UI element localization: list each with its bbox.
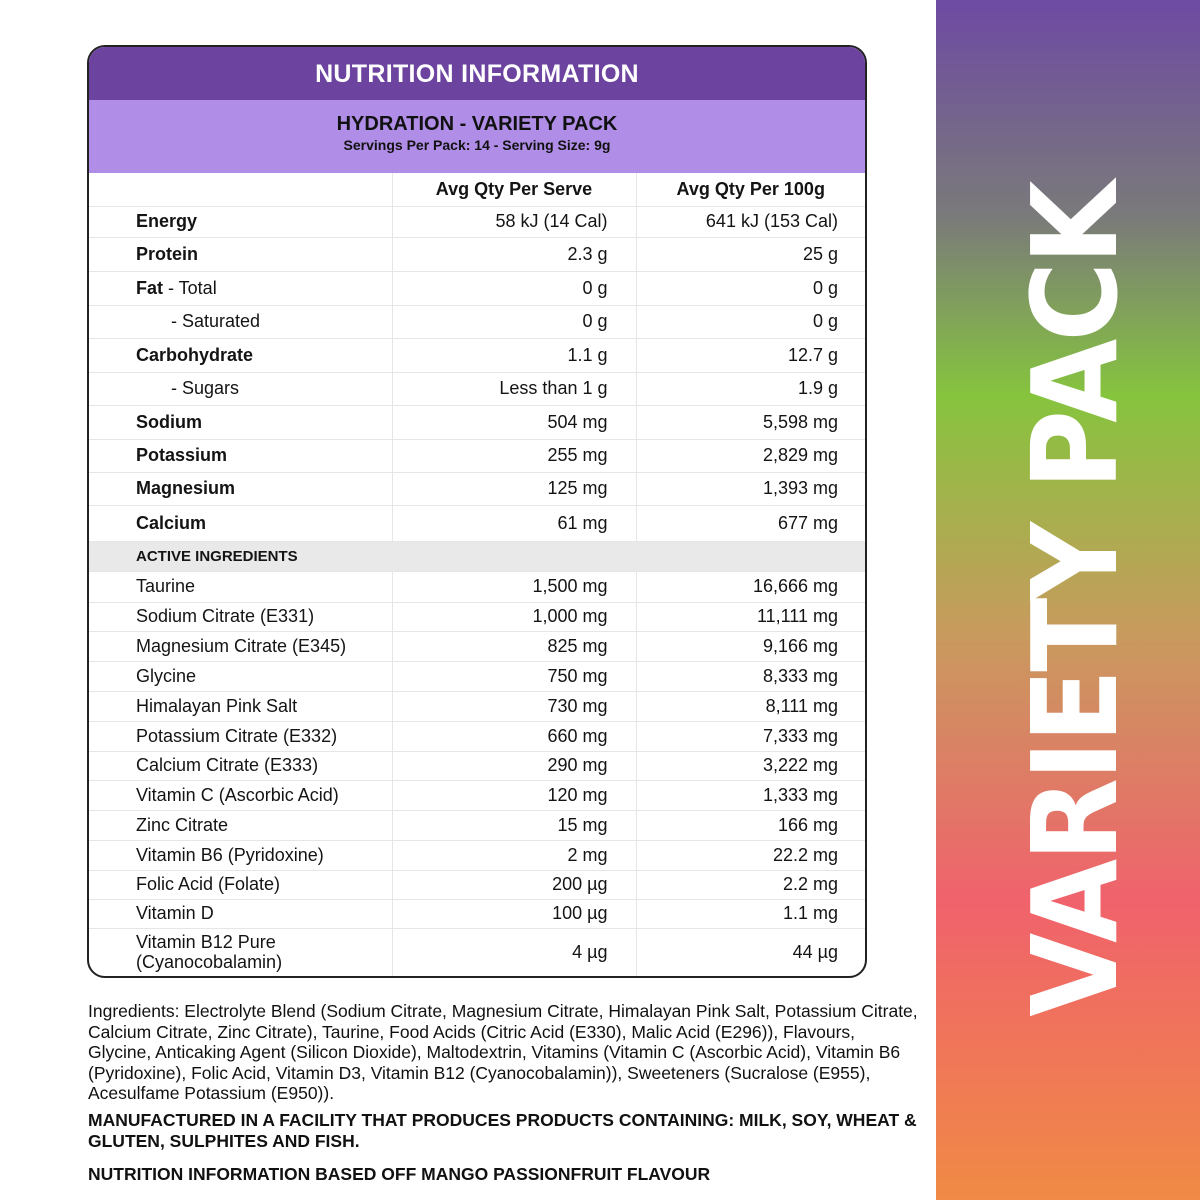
value-100g: 11,111 mg xyxy=(636,602,865,631)
value-100g: 3,222 mg xyxy=(636,751,865,780)
ingredient-name: Taurine xyxy=(89,571,392,602)
panel-title: NUTRITION INFORMATION xyxy=(89,47,865,100)
value-100g: 16,666 mg xyxy=(636,571,865,602)
ingredient-name: Himalayan Pink Salt xyxy=(89,691,392,721)
ingredient-name: Glycine xyxy=(89,661,392,691)
ingredient-name: Calcium Citrate (E333) xyxy=(89,751,392,780)
nutrient-name: - Sugars xyxy=(171,378,240,398)
table-row xyxy=(89,237,865,271)
nutrient-name: - Saturated xyxy=(171,311,261,331)
nutrient-name: Carbohydrate xyxy=(136,344,254,365)
value-serve: 120 mg xyxy=(392,780,636,810)
value-100g: 9,166 mg xyxy=(636,631,865,661)
nutrient-name: Potassium xyxy=(136,445,228,465)
ingredients-statement: Ingredients: Electrolyte Blend (Sodium Citrate, Magnesium Citrate, Himalayan Pink Salt, Potassium Citrate, Calcium Citrate, Zinc Citrate), Taurine, Food Acids (Citric Acid (E330), Malic Acid (E296)), Flavours, Glycine, Anticaking Agent (Silicon Dioxide), Maltodextrin, Vitamins (Vitamin C (Ascorbic Acid), Vitamin B6 (Pyridoxine), Folic Acid, Vitamin D3, Vitamin B12 (Cyanocobalamin)), Sweeteners (Sucralose (E955), Acesulfame Potassium (E950)). xyxy=(88,1001,918,1104)
variety-pack-side-label: VARIETY PACK xyxy=(1006,183,1144,1017)
value-serve: 0 g xyxy=(392,305,636,338)
col-header-100g: Avg Qty Per 100g xyxy=(636,173,865,206)
label-footer xyxy=(88,1001,918,1185)
ingredient-name: Vitamin B6 (Pyridoxine) xyxy=(89,840,392,870)
value-serve: 730 mg xyxy=(392,691,636,721)
value-100g: 1.1 mg xyxy=(636,899,865,928)
table-row xyxy=(89,721,865,751)
value-100g: 25 g xyxy=(636,237,865,271)
ingredient-name: Sodium Citrate (E331) xyxy=(89,602,392,631)
flavour-basis-note: NUTRITION INFORMATION BASED OFF MANGO PASSIONFRUIT FLAVOUR xyxy=(88,1163,711,1184)
nutrient-name: Sodium xyxy=(136,411,202,432)
value-serve: 504 mg xyxy=(392,405,636,439)
nutrition-panel xyxy=(87,45,867,978)
panel-subheader xyxy=(89,100,865,173)
value-serve: 660 mg xyxy=(392,721,636,751)
value-100g: 0 g xyxy=(636,305,865,338)
nutrient-name: Energy xyxy=(136,211,198,231)
table-row xyxy=(89,928,865,976)
value-100g: 1,393 mg xyxy=(636,472,865,505)
allergen-warning: MANUFACTURED IN A FACILITY THAT PRODUCES PRODUCTS CONTAINING: MILK, SOY, WHEAT & GLUTEN, SULPHITES AND FISH. xyxy=(88,1109,917,1151)
servings-line: Servings Per Pack: 14 - Serving Size: 9g xyxy=(343,137,611,153)
value-serve: 825 mg xyxy=(392,631,636,661)
value-serve: Less than 1 g xyxy=(392,372,636,405)
value-100g: 12.7 g xyxy=(636,338,865,372)
table-row xyxy=(89,338,865,372)
value-100g: 2,829 mg xyxy=(636,439,865,472)
table-row xyxy=(89,271,865,305)
value-100g: 8,111 mg xyxy=(636,691,865,721)
ingredient-name: Vitamin B12 Pure xyxy=(136,932,276,953)
value-serve: 15 mg xyxy=(392,810,636,840)
value-serve: 125 mg xyxy=(392,472,636,505)
value-100g: 7,333 mg xyxy=(636,721,865,751)
ingredient-name-line2: (Cyanocobalamin) xyxy=(136,952,283,973)
ingredient-name: Folic Acid (Folate) xyxy=(89,870,392,899)
value-serve: 2 mg xyxy=(392,840,636,870)
value-100g: 166 mg xyxy=(636,810,865,840)
table-row xyxy=(89,206,865,237)
table-row xyxy=(89,870,865,899)
nutrient-name: Protein xyxy=(136,243,199,264)
table-row xyxy=(89,372,865,405)
value-serve: 290 mg xyxy=(392,751,636,780)
table-row xyxy=(89,305,865,338)
value-serve: 61 mg xyxy=(392,505,636,541)
table-row xyxy=(89,571,865,602)
table-header-row xyxy=(89,173,865,206)
value-100g: 44 µg xyxy=(636,928,865,976)
table-row xyxy=(89,899,865,928)
table-row xyxy=(89,472,865,505)
value-serve: 200 µg xyxy=(392,870,636,899)
table-row xyxy=(89,691,865,721)
table-row xyxy=(89,780,865,810)
nutrient-suffix: - Total xyxy=(163,277,217,298)
value-serve: 1.1 g xyxy=(392,338,636,372)
value-100g: 0 g xyxy=(636,271,865,305)
value-100g: 1.9 g xyxy=(636,372,865,405)
value-100g: 22.2 mg xyxy=(636,840,865,870)
active-ingredients-heading: ACTIVE INGREDIENTS xyxy=(89,541,865,571)
table-row xyxy=(89,439,865,472)
value-100g: 5,598 mg xyxy=(636,405,865,439)
table-row xyxy=(89,602,865,631)
nutrient-name: Fat xyxy=(136,277,163,298)
value-100g: 1,333 mg xyxy=(636,780,865,810)
value-100g: 2.2 mg xyxy=(636,870,865,899)
product-name: HYDRATION - VARIETY PACK xyxy=(336,113,618,135)
value-serve: 255 mg xyxy=(392,439,636,472)
ingredient-name: Zinc Citrate xyxy=(89,810,392,840)
value-serve: 0 g xyxy=(392,271,636,305)
value-serve: 100 µg xyxy=(392,899,636,928)
col-header-serve: Avg Qty Per Serve xyxy=(392,173,636,206)
table-row xyxy=(89,840,865,870)
ingredient-name: Potassium Citrate (E332) xyxy=(89,721,392,751)
table-row xyxy=(89,631,865,661)
table-row xyxy=(89,810,865,840)
ingredient-name: Magnesium Citrate (E345) xyxy=(89,631,392,661)
nutrition-table xyxy=(89,173,865,976)
table-row xyxy=(89,505,865,541)
value-serve: 2.3 g xyxy=(392,237,636,271)
value-100g: 8,333 mg xyxy=(636,661,865,691)
value-100g: 677 mg xyxy=(636,505,865,541)
nutrient-name: Calcium xyxy=(136,512,207,533)
value-serve: 1,000 mg xyxy=(392,602,636,631)
table-row xyxy=(89,751,865,780)
ingredient-name: Vitamin C (Ascorbic Acid) xyxy=(89,780,392,810)
table-row xyxy=(89,661,865,691)
value-100g: 641 kJ (153 Cal) xyxy=(636,206,865,237)
value-serve: 4 µg xyxy=(392,928,636,976)
active-ingredients-heading-row xyxy=(89,541,865,571)
value-serve: 58 kJ (14 Cal) xyxy=(392,206,636,237)
nutrient-name: Magnesium xyxy=(136,478,236,498)
value-serve: 750 mg xyxy=(392,661,636,691)
value-serve: 1,500 mg xyxy=(392,571,636,602)
ingredient-name: Vitamin D xyxy=(89,899,392,928)
table-row xyxy=(89,405,865,439)
